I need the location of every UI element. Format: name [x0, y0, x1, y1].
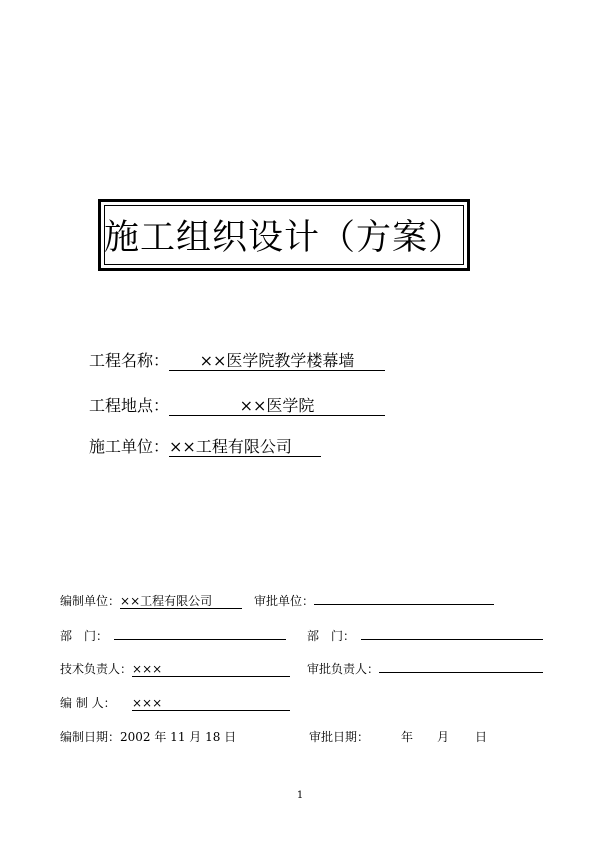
- compile-unit-label: 编制单位：: [60, 594, 121, 608]
- approve-date-month: 月: [437, 730, 450, 744]
- tech-lead-value: ×××: [132, 662, 290, 677]
- approve-date-label: 审批日期：: [309, 730, 370, 744]
- dept-right-label: 部 门：: [307, 629, 356, 643]
- title-box: [98, 199, 470, 271]
- compile-date-value: 2002 年 11 月 18 日: [120, 730, 237, 744]
- approve-date-day: 日: [475, 730, 488, 744]
- project-name-value: ××医学院教学楼幕墙: [169, 352, 385, 371]
- approve-unit-value: [314, 604, 494, 605]
- dept-right-row: [307, 627, 543, 644]
- approve-lead-row: [307, 660, 543, 677]
- project-name-label: 工程名称：: [89, 351, 170, 370]
- project-location-value: ××医学院: [169, 397, 385, 416]
- construction-unit-row: [89, 434, 321, 457]
- tech-lead-label: 技术负责人：: [60, 662, 133, 676]
- project-location-row: [89, 393, 385, 416]
- compile-date-row: [60, 728, 236, 745]
- compiler-row: [60, 694, 290, 711]
- page-number: 1: [296, 790, 304, 801]
- project-name-row: [89, 348, 385, 371]
- construction-unit-label: 施工单位：: [89, 437, 170, 456]
- approve-unit-row: [254, 592, 494, 609]
- approve-unit-label: 审批单位：: [254, 594, 315, 608]
- document-title: 施工组织设计（方案）: [104, 218, 465, 258]
- project-location-label: 工程地点：: [89, 396, 170, 415]
- compiler-value: ×××: [132, 696, 290, 711]
- approve-lead-value: [379, 672, 543, 673]
- title-inner-border: [104, 205, 464, 265]
- compile-unit-value: ××工程有限公司: [120, 594, 242, 609]
- approve-date-row: [309, 728, 487, 745]
- tech-lead-row: [60, 660, 290, 677]
- approve-date-year: 年: [401, 730, 414, 744]
- dept-left-row: [60, 627, 286, 644]
- dept-left-label: 部 门：: [60, 629, 109, 643]
- dept-left-value: [114, 639, 286, 640]
- approve-lead-label: 审批负责人：: [307, 662, 380, 676]
- dept-right-value: [361, 639, 543, 640]
- compile-date-label: 编制日期：: [60, 730, 121, 744]
- compiler-label: 编 制 人：: [60, 696, 116, 710]
- compile-unit-row: [60, 592, 242, 609]
- construction-unit-value: ××工程有限公司: [169, 438, 321, 457]
